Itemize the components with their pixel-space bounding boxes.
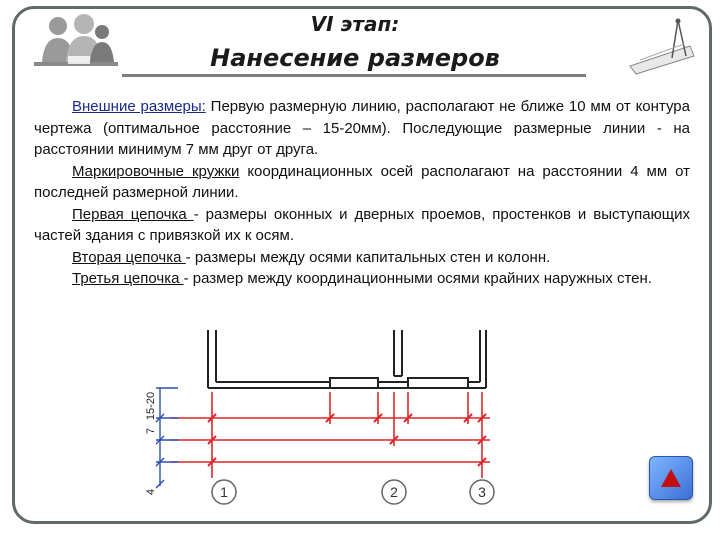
dimension-lines xyxy=(170,392,490,478)
nav-up-button[interactable] xyxy=(649,456,693,500)
dim-label-7: 7 xyxy=(145,427,157,435)
paragraph-chain-1 xyxy=(34,204,690,247)
slide-title: VI этап: xyxy=(310,12,400,36)
slide-subtitle: Нанесение размеров xyxy=(210,44,500,72)
chain-1-body: - размеры оконных и дверных проемов, простенков и выступающих частей здания с привязкой их к осям. xyxy=(34,205,691,244)
chain-3-body: - размер между координационными осями крайних наружных стен. xyxy=(183,270,652,287)
chain-3-lead: Третья цепочка xyxy=(72,270,184,287)
people-logo-icon xyxy=(28,10,124,82)
markers-body: координационных осей располагают на расстоянии 4 мм от последней размерной линии. xyxy=(34,162,690,201)
title-divider xyxy=(122,74,586,77)
axis-marker-1: 1 xyxy=(220,484,228,500)
paragraph-markers xyxy=(34,161,690,204)
external-dims-lead: Внешние размеры: xyxy=(72,98,206,115)
building-outline xyxy=(208,330,486,388)
chain-1-lead: Первая цепочка xyxy=(72,205,194,223)
axis-marker-2: 2 xyxy=(390,484,398,500)
markers-lead: Маркировочные кружки xyxy=(72,162,240,180)
chain-2-body: - размеры между осями капитальных стен и колонн. xyxy=(185,248,551,266)
external-dims-body: Первую размерную линию, располагают не ближе 10 мм от контура чертежа (оптимальное расстояние – 15-20мм). Последующие размерные линии - на расстоянии минимум 7 мм друг от друга. xyxy=(34,98,690,158)
paragraph-external-dims xyxy=(34,96,690,161)
dim-label-15-20: 15-20 xyxy=(145,391,157,421)
drafting-tools-icon xyxy=(620,16,702,76)
paragraph-chain-3 xyxy=(34,268,690,290)
dim-label-4: 4 xyxy=(145,488,157,496)
axis-marker-3: 3 xyxy=(478,484,486,500)
axis-markers xyxy=(212,480,494,504)
paragraph-chain-2 xyxy=(34,247,690,269)
dimension-drawing xyxy=(130,326,510,516)
chain-2-lead: Вторая цепочка xyxy=(72,248,186,266)
triangle-up-icon xyxy=(661,469,681,487)
instruction-text xyxy=(34,96,690,290)
offset-dimension xyxy=(156,388,178,488)
